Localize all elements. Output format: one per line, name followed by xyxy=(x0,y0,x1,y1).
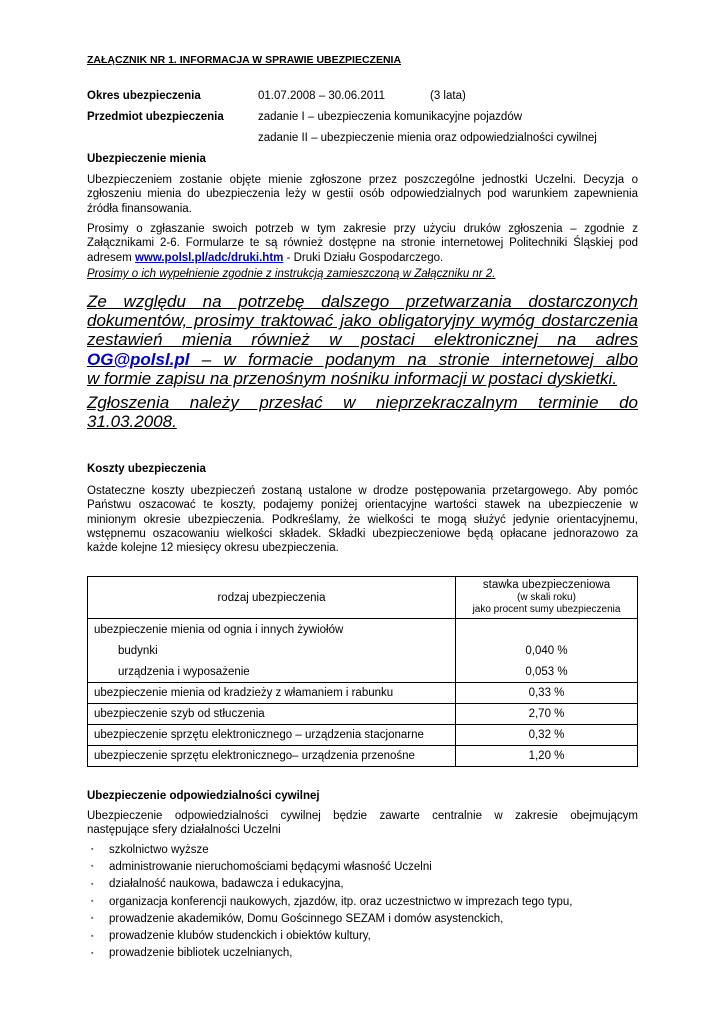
period-years: (3 lata) xyxy=(430,90,466,102)
email-link[interactable]: OG@polsl.pl xyxy=(87,349,190,369)
text-line: Ostateczne koszty ubezpieczeń zostaną ustalone w drodze postępowania przetargowego. Aby pomóc xyxy=(87,485,638,497)
row-name: budynki xyxy=(88,641,456,662)
text-line: Państwu oszacować te koszty, podajemy poniżej orientacyjne wartości stawek na ubezpieczenie w xyxy=(87,499,638,512)
text-line: wstępnemu oszacowaniu wielkości składek. Składki ubezpieczeniowe będą opłacane jednorazowo za xyxy=(87,527,638,540)
text-line: zgłoszeniu mienia do ubezpieczenia leży w gestii osób odpowiedzialnych pod warunkiem zapewnienia xyxy=(87,188,638,201)
notice-fragment: – w formacie podanym na stronie internetowej albo xyxy=(189,349,638,369)
row-rate: 1,20 % xyxy=(456,746,638,767)
header-rate-sub2: jako procent sumy ubezpieczenia xyxy=(472,604,621,615)
table-row xyxy=(88,662,638,683)
row-name: ubezpieczenie sprzętu elektronicznego – urządzenia stacjonarne xyxy=(88,725,456,746)
row-name: ubezpieczenie sprzętu elektronicznego– urządzenia przenośne xyxy=(88,746,456,767)
bullet-icon: ▪ xyxy=(91,898,94,906)
row-rate: 0,040 % xyxy=(456,641,638,662)
header-rate xyxy=(456,577,638,619)
row-rate: 2,70 % xyxy=(456,704,638,725)
row-rate: 0,32 % xyxy=(456,725,638,746)
text-line: Ubezpieczenie odpowiedzialności cywilnej będzie zawarte centralnie w zakresie obejmującym xyxy=(87,810,638,822)
list-item xyxy=(87,893,572,910)
deadline-date: 31.03.2008. xyxy=(87,412,177,432)
task-1: zadanie I – ubezpieczenia komunikacyjne pojazdów xyxy=(258,111,523,123)
property-paragraph-1 xyxy=(87,173,638,216)
rates-table xyxy=(87,576,638,767)
bullet-icon: ▪ xyxy=(91,949,94,957)
notice-line: Ze względu na potrzebę dalszego przetwarzania dostarczonych xyxy=(87,292,638,311)
text-fragment: - Druki Działu Gospodarczego. xyxy=(283,251,444,264)
text-line: następujące sfery działalności Uczelni xyxy=(87,824,281,837)
row-rate: 0,053 % xyxy=(456,662,638,683)
electronic-submission-notice xyxy=(87,292,638,388)
liability-paragraph xyxy=(87,809,638,838)
table-row xyxy=(88,725,638,746)
text-line: każde kolejne 12 miesięcy okresu ubezpieczenia. xyxy=(87,542,339,555)
notice-line: Zgłoszenia należy przesłać w nieprzekraczalnym terminie do xyxy=(87,393,638,412)
list-item-text: prowadzenie bibliotek uczelnianych, xyxy=(109,947,293,960)
list-item xyxy=(87,927,572,944)
deadline-notice xyxy=(87,393,638,431)
costs-title: Koszty ubezpieczenia xyxy=(87,463,206,475)
text-fragment: adresem xyxy=(87,251,135,264)
table-row xyxy=(88,619,638,641)
table-row xyxy=(88,641,638,662)
text-line: źródła finansowania. xyxy=(87,202,192,215)
header-rate-main: stawka ubezpieczeniowa xyxy=(482,579,611,591)
period-label: Okres ubezpieczenia xyxy=(87,90,201,102)
text-line: Załącznikami 2-6. Formularze te są również dostępne na stronie internetowej Politechniki Śląskiej pod xyxy=(87,237,638,250)
text-line: Ubezpieczeniem zostanie objęte mienie zgłoszone przez poszczególne jednostki Uczelni. Decyzja o xyxy=(87,174,638,186)
list-item xyxy=(87,945,572,962)
notice-line xyxy=(87,350,638,369)
period-value: 01.07.2008 – 30.06.2011 xyxy=(258,90,386,102)
bullet-icon: ▪ xyxy=(91,932,94,940)
table-row xyxy=(88,746,638,767)
list-item-text: działalność naukowa, badawcza i edukacyjna, xyxy=(109,878,344,891)
table-row xyxy=(88,683,638,704)
list-item-text: organizacja konferencji naukowych, zjazdów, itp. oraz uczestnictwo w imprezach tego typu, xyxy=(109,895,573,908)
bullet-icon: ▪ xyxy=(91,863,94,871)
instruction-note: Prosimy o ich wypełnienie zgodnie z instrukcją zamieszczoną w Załączniku nr 2. xyxy=(87,268,496,280)
list-item xyxy=(87,858,572,875)
forms-link[interactable]: www.polsl.pl/adc/druki.htm xyxy=(134,251,284,264)
property-title: Ubezpieczenie mienia xyxy=(87,153,206,165)
list-item xyxy=(87,876,572,893)
bullet-icon: ▪ xyxy=(91,880,94,888)
row-name: urządzenia i wyposażenie xyxy=(88,662,456,683)
notice-line: dokumentów, prosimy traktować jako obligatoryjny wymóg dostarczenia xyxy=(87,311,638,331)
row-name: ubezpieczenie szyb od stłuczenia xyxy=(88,704,456,725)
table-header-row xyxy=(88,577,638,619)
header-type: rodzaj ubezpieczenia xyxy=(88,577,456,619)
row-group-rate xyxy=(456,619,638,641)
list-item-text: administrowanie nieruchomościami będącymi własność Uczelni xyxy=(109,860,432,873)
text-line: minionym okresie ubezpieczenia. Podkreślamy, że wielkości te mogą służyć jedynie orientacyjnemu, xyxy=(87,513,638,526)
list-item xyxy=(87,841,572,858)
liability-list xyxy=(87,841,572,962)
row-group-name: ubezpieczenie mienia od ognia i innych żywiołów xyxy=(88,619,456,641)
bullet-icon: ▪ xyxy=(91,915,94,923)
notice-line: zestawień mienia również w postaci elektronicznej na adres xyxy=(87,330,638,350)
subject-label: Przedmiot ubezpieczenia xyxy=(87,111,224,123)
costs-paragraph xyxy=(87,484,638,555)
text-line xyxy=(87,251,638,265)
liability-title: Ubezpieczenie odpowiedzialności cywilnej xyxy=(87,790,320,802)
row-rate: 0,33 % xyxy=(456,683,638,704)
list-item-text: szkolnictwo wyższe xyxy=(109,843,209,856)
list-item xyxy=(87,910,572,927)
bullet-icon: ▪ xyxy=(91,846,94,854)
property-paragraph-2 xyxy=(87,222,638,265)
list-item-text: prowadzenie klubów studenckich i obiektów kultury, xyxy=(109,930,371,943)
notice-line: w formie zapisu na przenośnym nośniku informacji w postaci dyskietki. xyxy=(87,368,618,388)
text-line: Prosimy o zgłaszanie swoich potrzeb w tym zakresie przy użyciu druków zgłoszenia – zgodnie z xyxy=(87,223,638,235)
attachment-heading: ZAŁĄCZNIK NR 1. INFORMACJA W SPRAWIE UBEZPIECZENIA xyxy=(87,54,402,66)
list-item-text: prowadzenie akademików, Domu Gościnnego SEZAM i domów asystenckich, xyxy=(109,912,504,925)
task-2: zadanie II – ubezpieczenie mienia oraz odpowiedzialności cywilnej xyxy=(258,132,597,144)
table-row xyxy=(88,704,638,725)
row-name: ubezpieczenie mienia od kradzieży z włamaniem i rabunku xyxy=(88,683,456,704)
header-rate-sub1: (w skali roku) xyxy=(517,592,576,603)
